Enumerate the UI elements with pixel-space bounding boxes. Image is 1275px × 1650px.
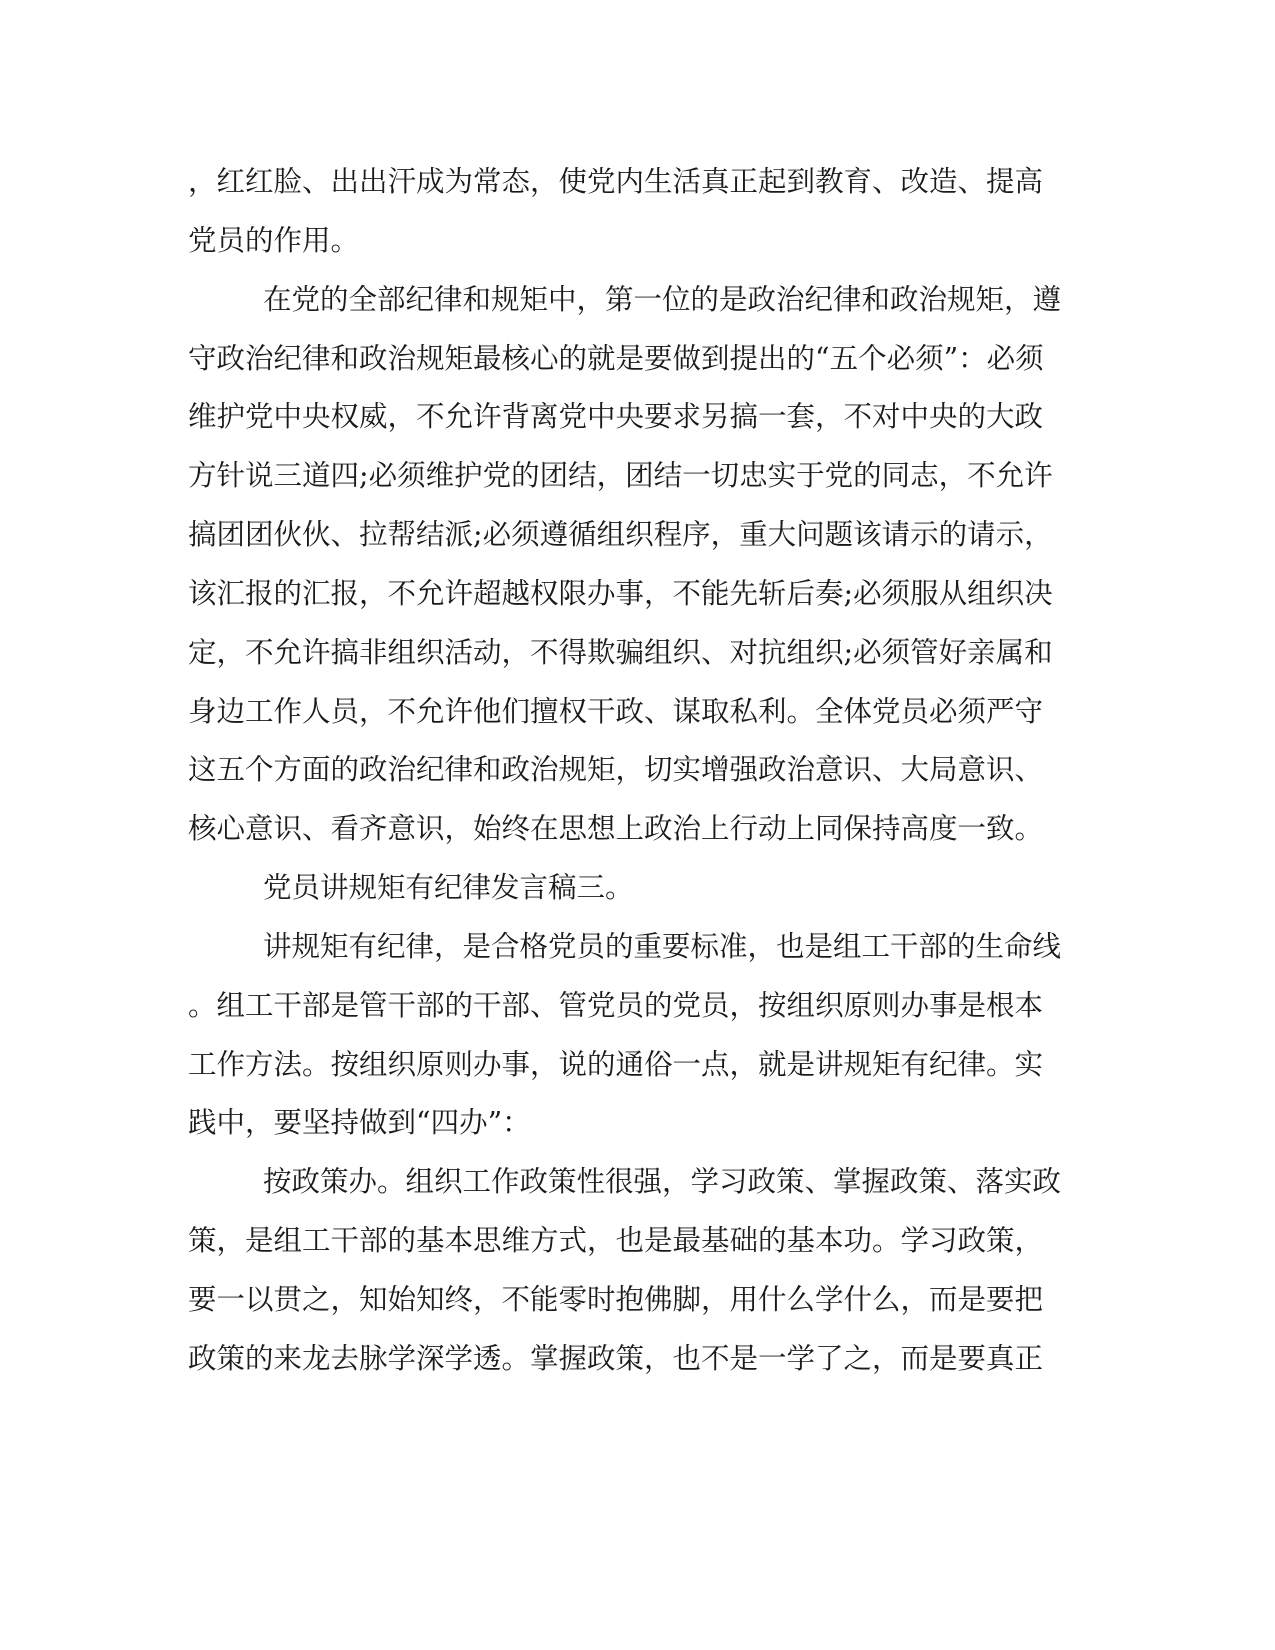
section-heading: 党员讲规矩有纪律发言稿三。 (263, 871, 634, 904)
text-line: 策，是组工干部的基本思维方式，也是最基础的基本功。学习政策， (188, 1224, 1044, 1257)
text-line: 践中，要坚持做到“四办”： (188, 1106, 531, 1139)
text-line: 。组工干部是管干部的干部、管党员的党员，按组织原则办事是根本 (188, 989, 1044, 1022)
text-line: ，红红脸、出出汗成为常态，使党内生活真正起到教育、改造、提高 (188, 165, 1044, 198)
paragraph-first-line: 在党的全部纪律和规矩中，第一位的是政治纪律和政治规矩，遵 (263, 283, 1062, 316)
text-line: 工作方法。按组织原则办事，说的通俗一点，就是讲规矩有纪律。实 (188, 1048, 1044, 1081)
text-line: 维护党中央权威，不允许背离党中央要求另搞一套，不对中央的大政 (188, 400, 1044, 433)
paragraph-first-line: 讲规矩有纪律，是合格党员的重要标准，也是组工干部的生命线 (263, 930, 1062, 963)
text-line: 定，不允许搞非组织活动，不得欺骗组织、对抗组织;必须管好亲属和 (188, 636, 1053, 669)
text-line: 身边工作人员，不允许他们擅权干政、谋取私利。全体党员必须严守 (188, 695, 1044, 728)
text-line: 核心意识、看齐意识，始终在思想上政治上行动上同保持高度一致。 (188, 812, 1044, 845)
text-line: 该汇报的汇报，不允许超越权限办事，不能先斩后奏;必须服从组织决 (188, 577, 1053, 610)
text-line: 党员的作用。 (188, 224, 360, 257)
text-line: 政策的来龙去脉学深学透。掌握政策，也不是一学了之，而是要真正 (188, 1342, 1044, 1375)
text-line: 守政治纪律和政治规矩最核心的就是要做到提出的“五个必须”：必须 (188, 342, 1044, 375)
text-line: 搞团团伙伙、拉帮结派;必须遵循组织程序，重大问题该请示的请示， (188, 518, 1053, 551)
text-line: 方针说三道四;必须维护党的团结，团结一切忠实于党的同志，不允许 (188, 459, 1053, 492)
text-line: 这五个方面的政治纪律和政治规矩，切实增强政治意识、大局意识、 (188, 753, 1044, 786)
text-line: 要一以贯之，知始知终，不能零时抱佛脚，用什么学什么，而是要把 (188, 1283, 1044, 1316)
paragraph-first-line: 按政策办。组织工作政策性很强，学习政策、掌握政策、落实政 (263, 1165, 1062, 1198)
